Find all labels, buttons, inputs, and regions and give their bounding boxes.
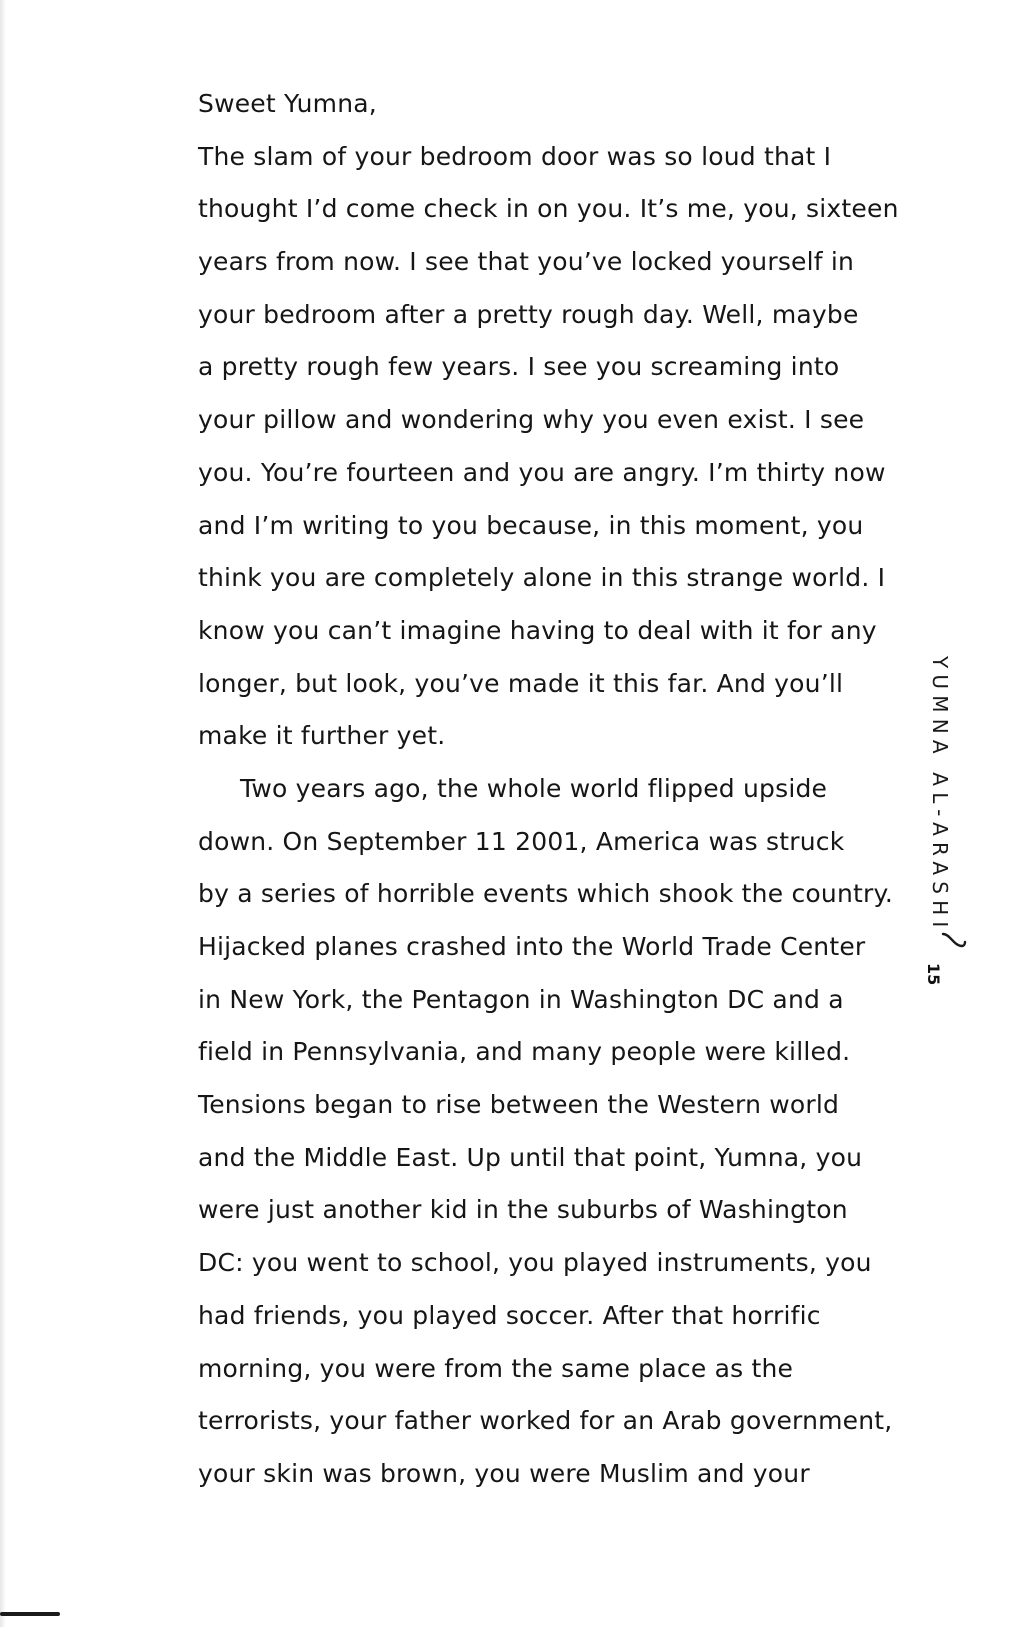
tilde-ornament-icon: [938, 930, 968, 950]
text-line: had friends, you played soccer. After that horrific: [198, 1300, 821, 1330]
text-line: know you can’t imagine having to deal with it for any: [198, 615, 877, 645]
text-line: and the Middle East. Up until that point, Yumna, you: [198, 1142, 863, 1172]
text-line: morning, you were from the same place as the: [198, 1353, 794, 1383]
page-edge-shadow: [0, 0, 6, 1627]
text-line: your skin was brown, you were Muslim and your: [198, 1458, 810, 1488]
bottom-edge-mark: [0, 1612, 60, 1616]
text-line: The slam of your bedroom door was so loud that I: [198, 141, 832, 171]
text-line: Hijacked planes crashed into the World Trade Center: [198, 932, 866, 961]
page-number: 15: [924, 963, 943, 986]
text-line: your bedroom after a pretty rough day. Well, maybe: [198, 299, 859, 329]
text-line: your pillow and wondering why you even exist. I see: [198, 405, 865, 435]
text-line: were just another kid in the suburbs of Washington: [198, 1195, 848, 1225]
text-line-indented: Two years ago, the whole world flipped upside: [240, 773, 828, 803]
text-line: Sweet Yumna,: [198, 89, 377, 118]
text-line: years from now. I see that you’ve locked yourself in: [198, 247, 855, 277]
text-line: longer, but look, you’ve made it this far. And you’ll: [198, 668, 844, 698]
text-line: thought I’d come check in on you. It’s me, you, sixteen: [198, 194, 899, 224]
text-line: make it further yet.: [198, 721, 446, 751]
body-text: [198, 78, 899, 1501]
running-head-author: YUMNA AL-ARASHI: [928, 656, 952, 934]
text-line: Tensions began to rise between the Western world: [198, 1090, 840, 1120]
text-line: by a series of horrible events which shook the country.: [198, 879, 894, 909]
text-line: DC: you went to school, you played instruments, you: [198, 1248, 872, 1278]
text-line: field in Pennsylvania, and many people were killed.: [198, 1037, 851, 1067]
text-line: you. You’re fourteen and you are angry. I’m thirty now: [198, 457, 886, 487]
text-line: in New York, the Pentagon in Washington DC and a: [198, 984, 844, 1014]
text-line: and I’m writing to you because, in this moment, you: [198, 510, 864, 540]
text-line: a pretty rough few years. I see you screaming into: [198, 352, 840, 382]
text-line: terrorists, your father worked for an Arab government,: [198, 1406, 893, 1436]
text-line: down. On September 11 2001, America was struck: [198, 826, 845, 856]
text-line: think you are completely alone in this strange world. I: [198, 563, 886, 593]
